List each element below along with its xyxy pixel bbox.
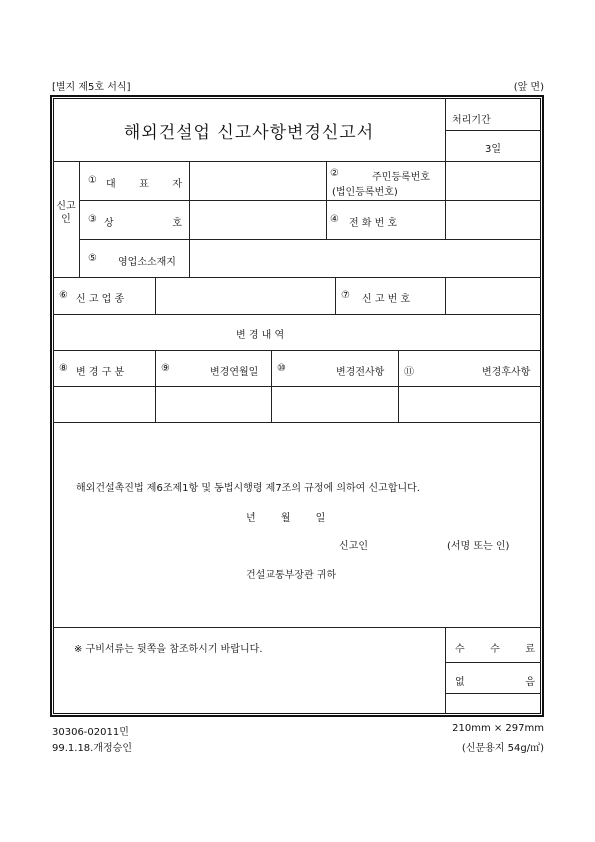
- changes-col2-divider: [271, 350, 272, 422]
- phone-num: ④: [330, 214, 339, 225]
- processing-divider: [445, 130, 541, 131]
- documents-note: ※ 구비서류는 뒷쪽을 참조하시기 바랍니다.: [74, 644, 263, 655]
- col-before-num: ⑩: [277, 363, 286, 374]
- reporter-group-divider: [79, 161, 80, 277]
- changes-header-line: [53, 350, 541, 351]
- paper-type: (신문용지 54g/㎡): [461, 743, 544, 754]
- addressee: 건설교통부장관 귀하: [246, 570, 337, 581]
- statement-bottom-line: [53, 627, 541, 628]
- title-bottom-line: [53, 161, 541, 162]
- approval-date: 99.1.18.개정승인: [52, 743, 132, 754]
- col-change-type-num: ⑧: [59, 363, 68, 374]
- trade-num: ③: [88, 214, 97, 225]
- processing-period-label: 처리기간: [452, 115, 491, 126]
- report-date: 년 월 일: [246, 513, 326, 524]
- form-number: [별지 제5호 서식]: [52, 82, 131, 93]
- reporter-row2-line: [79, 239, 541, 240]
- processing-period-value: 3일: [484, 144, 502, 155]
- report-bottom-line: [53, 314, 541, 315]
- form-inner-border: [53, 98, 541, 714]
- col-before-label: 변경전사항: [336, 367, 385, 378]
- col-change-type-label: 변 경 구 분: [76, 367, 125, 378]
- fee-label: 수 수 료: [455, 644, 535, 655]
- reporter-bottom-line: [53, 277, 541, 278]
- report-no-left-divider: [335, 277, 336, 314]
- col-change-date-label: 변경연월일: [210, 367, 259, 378]
- reg-num: ②: [330, 168, 339, 179]
- report-type-label: 신 고 업 종: [76, 294, 125, 305]
- changes-bottom-line: [53, 422, 541, 423]
- report-no-right-divider: [445, 277, 446, 314]
- report-no-num: ⑦: [341, 290, 350, 301]
- report-type-divider: [155, 277, 156, 314]
- reg-sub-label: (법인등록번호): [332, 187, 398, 198]
- reporter-group-label: 신고인: [56, 201, 76, 225]
- reporter-row1-line: [79, 200, 541, 201]
- changes-cols-line: [53, 386, 541, 387]
- changes-section-label: 변 경 내 역: [236, 330, 285, 341]
- addr-label: 영업소소재지: [118, 257, 176, 268]
- signer-label: 신고인: [339, 541, 368, 552]
- page-side: (앞 면): [513, 82, 544, 93]
- paper-size: 210mm × 297mm: [452, 723, 544, 734]
- rep-label: 대 표 자: [106, 179, 182, 190]
- signature-note: (서명 또는 인): [447, 541, 510, 552]
- phone-label: 전 화 번 호: [349, 218, 398, 229]
- changes-col1-divider: [155, 350, 156, 422]
- fee-bottom-line: [445, 693, 541, 694]
- col-change-date-num: ⑨: [161, 363, 170, 374]
- reg-label: 주민등록번호: [372, 172, 430, 183]
- col-after-label: 변경후사항: [482, 367, 531, 378]
- addr-num: ⑤: [88, 253, 97, 264]
- fee-mid-line: [445, 662, 541, 663]
- fee-value: 없 음: [455, 677, 535, 688]
- col-after-num: ⑪: [404, 367, 414, 378]
- statement-text: 해외건설촉진법 제6조제1항 및 동법시행령 제7조의 규정에 의하여 신고합니다.: [76, 483, 420, 494]
- report-no-label: 신 고 번 호: [362, 294, 411, 305]
- form-code: 30306-02011민: [52, 727, 129, 738]
- form-title: 해외건설업 신고사항변경신고서: [123, 123, 375, 143]
- reporter-label-divider: [189, 161, 190, 277]
- report-type-num: ⑥: [59, 290, 68, 301]
- trade-label: 상 호: [104, 218, 182, 229]
- changes-col3-divider: [398, 350, 399, 422]
- fee-divider: [445, 627, 446, 714]
- rep-num: ①: [88, 175, 97, 186]
